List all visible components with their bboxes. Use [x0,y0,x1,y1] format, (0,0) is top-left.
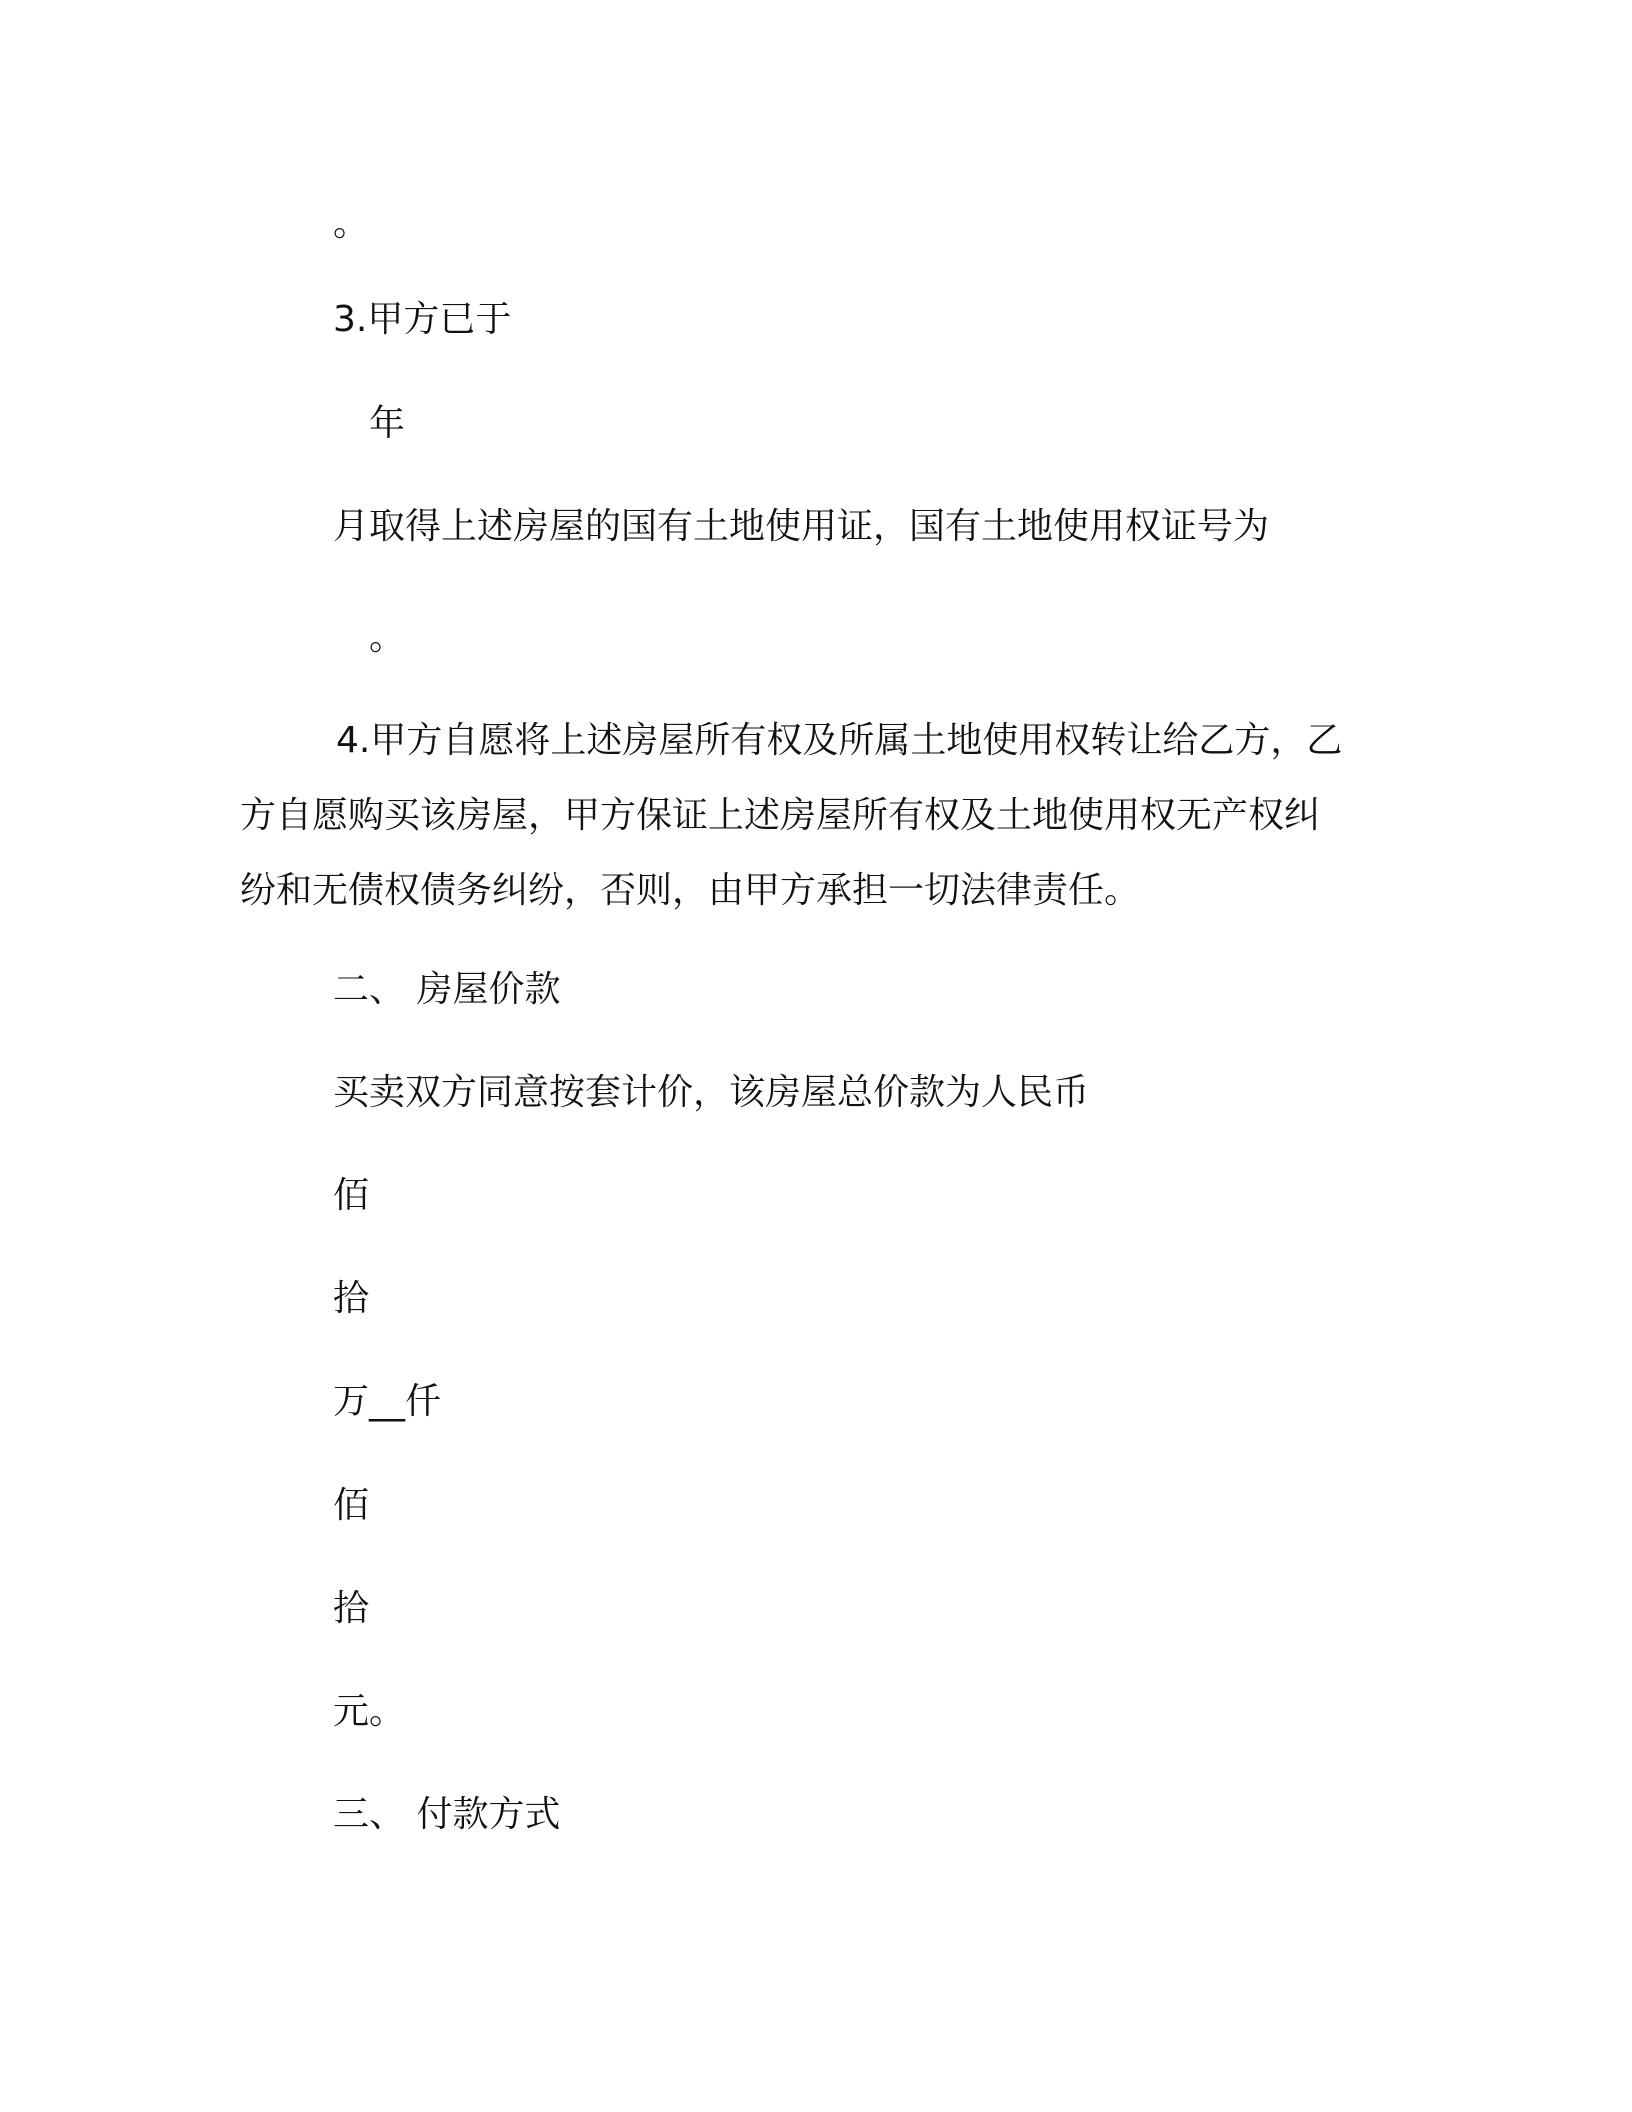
price-intro: 买卖双方同意按套计价，该房屋总价款为人民币 [333,1072,1090,1113]
paragraph-line: 4.甲方自愿将上述房屋所有权及所属土地使用权转让给乙方，乙 [336,720,1343,761]
period-line: 。 [333,203,370,244]
paragraph-line: 方自愿购买该房屋，甲方保证上述房屋所有权及土地使用权无产权纠 [240,795,1321,836]
section-heading-price: 二、 房屋价款 [333,969,561,1010]
clause-4-paragraph [240,703,1380,928]
price-unit-yuan: 元。 [333,1691,406,1732]
section-heading-payment: 三、 付款方式 [333,1794,561,1835]
year-label: 年 [369,403,406,444]
price-unit-hundred: 佰 [333,1175,370,1216]
paragraph-line: 纷和无债权债务纠纷，否则，由甲方承担一切法律责任。 [240,870,1141,911]
price-unit-hundred: 佰 [333,1485,370,1526]
clause-3-start: 3.甲方已于 [333,299,512,340]
clause-3-continuation: 月取得上述房屋的国有土地使用证，国有土地使用权证号为 [333,506,1270,547]
period-line: 。 [369,617,406,658]
price-unit-ten: 拾 [333,1278,370,1319]
price-unit-ten-thousand: 万__仟 [333,1381,442,1422]
price-unit-ten: 拾 [333,1588,370,1629]
